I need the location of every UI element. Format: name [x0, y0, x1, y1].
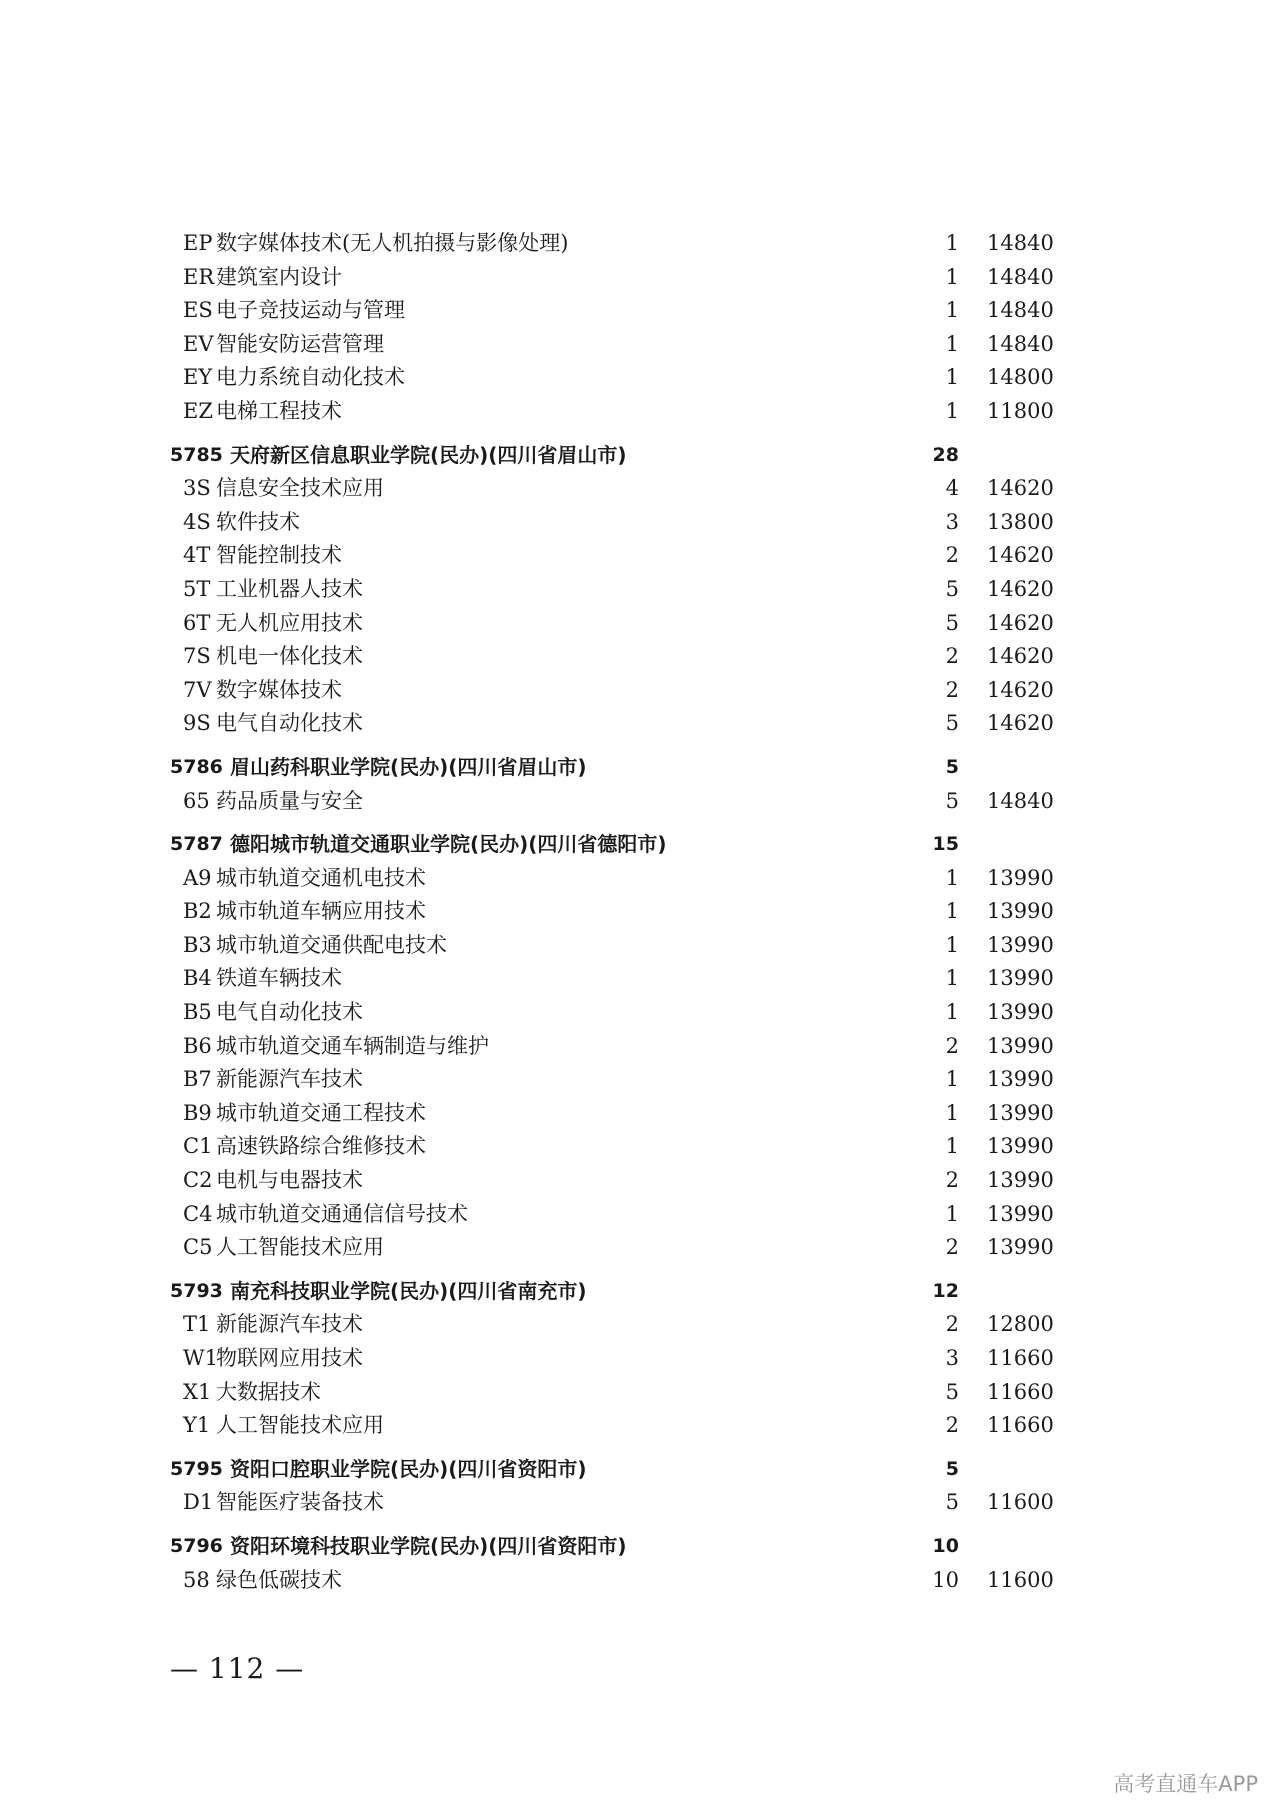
major-code: W1 — [183, 1346, 218, 1370]
school-code: 5787 — [170, 833, 223, 856]
major-code: 58 — [183, 1567, 210, 1592]
major-name: 电机与电器技术 — [216, 1168, 363, 1193]
major-code: 9S — [183, 711, 211, 736]
plan-count: 5 — [945, 1490, 959, 1515]
plan-count: 1 — [945, 1000, 959, 1025]
major-code: A9 — [183, 865, 212, 890]
school-code: 5793 — [170, 1279, 223, 1302]
major-code: 5T — [183, 576, 211, 601]
major-code: B4 — [183, 966, 212, 991]
plan-count: 10 — [932, 1534, 959, 1557]
major-name: 无人机应用技术 — [216, 610, 363, 635]
school-name: 资阳口腔职业学院(民办)(四川省资阳市) — [230, 1456, 587, 1481]
enrollment-table — [0, 227, 1280, 1597]
plan-count: 5 — [945, 1379, 959, 1404]
major-name: 城市轨道交通机电技术 — [216, 865, 426, 890]
tuition-fee: 13990 — [987, 899, 1054, 924]
tuition-fee: 14620 — [987, 677, 1054, 702]
major-name: 智能医疗装备技术 — [216, 1490, 384, 1515]
major-row — [0, 607, 1280, 641]
tuition-fee: 13990 — [987, 1168, 1054, 1193]
major-row — [0, 1231, 1280, 1265]
major-name: 建筑室内设计 — [216, 264, 342, 289]
school-name: 资阳环境科技职业学院(民办)(四川省资阳市) — [230, 1533, 627, 1558]
major-name: 城市轨道交通供配电技术 — [216, 932, 447, 957]
plan-count: 1 — [945, 1201, 959, 1226]
major-name: 电气自动化技术 — [216, 711, 363, 736]
watermark-text: 高考直通车APP — [1113, 1772, 1258, 1796]
plan-count: 1 — [945, 298, 959, 323]
major-row — [0, 1342, 1280, 1376]
tuition-fee: 13990 — [987, 966, 1054, 991]
tuition-fee: 13990 — [987, 932, 1054, 957]
tuition-fee: 11660 — [987, 1379, 1054, 1404]
tuition-fee: 13990 — [987, 1067, 1054, 1092]
school-name: 南充科技职业学院(民办)(四川省南充市) — [230, 1278, 587, 1303]
tuition-fee: 14800 — [987, 365, 1054, 390]
major-row — [0, 1097, 1280, 1131]
plan-count: 1 — [945, 932, 959, 957]
tuition-fee: 11660 — [987, 1346, 1054, 1370]
major-row — [0, 1564, 1280, 1598]
major-row — [0, 1409, 1280, 1443]
major-row — [0, 996, 1280, 1030]
major-code: C5 — [183, 1235, 213, 1260]
major-code: EP — [183, 231, 213, 255]
major-name: 智能安防运营管理 — [216, 331, 384, 356]
tuition-fee: 14620 — [987, 711, 1054, 736]
tuition-fee: 14840 — [987, 331, 1054, 356]
plan-count: 1 — [945, 1134, 959, 1159]
major-name: 数字媒体技术 — [216, 677, 342, 702]
tuition-fee: 13990 — [987, 1100, 1054, 1125]
school-code: 5795 — [170, 1457, 223, 1480]
plan-count: 2 — [945, 543, 959, 568]
major-row — [0, 1030, 1280, 1064]
plan-count: 10 — [932, 1567, 959, 1592]
major-name: 城市轨道交通车辆制造与维护 — [216, 1033, 489, 1058]
major-name: 城市轨道交通工程技术 — [216, 1100, 426, 1125]
school-name: 眉山药科职业学院(民办)(四川省眉山市) — [230, 754, 587, 779]
plan-count: 5 — [945, 755, 959, 778]
major-code: 65 — [183, 788, 210, 813]
major-row — [0, 1130, 1280, 1164]
tuition-fee: 13990 — [987, 865, 1054, 890]
plan-count: 5 — [945, 711, 959, 736]
major-name: 电子竞技运动与管理 — [216, 298, 405, 323]
major-code: T1 — [183, 1312, 211, 1337]
plan-count: 15 — [932, 833, 959, 856]
major-row — [0, 294, 1280, 328]
plan-count: 1 — [945, 899, 959, 924]
major-row — [0, 1198, 1280, 1232]
major-code: X1 — [183, 1379, 212, 1404]
plan-count: 5 — [945, 610, 959, 635]
major-row — [0, 962, 1280, 996]
school-row — [0, 1530, 1280, 1564]
major-code: 7V — [183, 677, 212, 702]
page-number: — 112 — — [170, 1652, 305, 1685]
school-row — [0, 1275, 1280, 1309]
school-code: 5796 — [170, 1534, 223, 1557]
school-code: 5786 — [170, 755, 223, 778]
tuition-fee: 11660 — [987, 1413, 1054, 1438]
major-name: 城市轨道车辆应用技术 — [216, 899, 426, 924]
tuition-fee: 11800 — [987, 398, 1054, 423]
tuition-fee: 14840 — [987, 298, 1054, 323]
major-row — [0, 862, 1280, 896]
major-code: B7 — [183, 1067, 212, 1092]
major-code: EY — [183, 365, 213, 390]
major-row — [0, 1486, 1280, 1520]
plan-count: 2 — [945, 1168, 959, 1193]
tuition-fee: 12800 — [987, 1312, 1054, 1337]
major-name: 城市轨道交通通信信号技术 — [216, 1201, 468, 1226]
major-name: 药品质量与安全 — [216, 788, 363, 813]
major-row — [0, 361, 1280, 395]
plan-count: 1 — [945, 231, 959, 255]
major-name: 新能源汽车技术 — [216, 1312, 363, 1337]
major-row — [0, 328, 1280, 362]
school-code: 5785 — [170, 443, 223, 466]
plan-count: 1 — [945, 264, 959, 289]
tuition-fee: 11600 — [987, 1567, 1054, 1592]
major-name: 大数据技术 — [216, 1379, 321, 1404]
tuition-fee: 11600 — [987, 1490, 1054, 1515]
major-code: B6 — [183, 1033, 212, 1058]
major-row — [0, 506, 1280, 540]
school-row — [0, 439, 1280, 473]
major-code: EZ — [183, 398, 213, 423]
major-row — [0, 573, 1280, 607]
major-code: D1 — [183, 1490, 214, 1515]
plan-count: 1 — [945, 331, 959, 356]
major-row — [0, 395, 1280, 429]
tuition-fee: 14840 — [987, 788, 1054, 813]
school-name: 天府新区信息职业学院(民办)(四川省眉山市) — [230, 442, 627, 467]
school-row — [0, 828, 1280, 862]
major-code: 6T — [183, 610, 211, 635]
major-name: 电梯工程技术 — [216, 398, 342, 423]
major-name: 电力系统自动化技术 — [216, 365, 405, 390]
plan-count: 3 — [945, 509, 959, 534]
major-code: 4T — [183, 543, 211, 568]
major-name: 人工智能技术应用 — [216, 1413, 384, 1438]
school-row — [0, 1453, 1280, 1487]
plan-count: 2 — [945, 1413, 959, 1438]
major-name: 智能控制技术 — [216, 543, 342, 568]
major-code: C1 — [183, 1134, 213, 1159]
major-row — [0, 1376, 1280, 1410]
tuition-fee: 13990 — [987, 1235, 1054, 1260]
major-name: 人工智能技术应用 — [216, 1235, 384, 1260]
major-name: 绿色低碳技术 — [216, 1567, 342, 1592]
major-row — [0, 1164, 1280, 1198]
major-name: 物联网应用技术 — [216, 1346, 363, 1370]
plan-count: 2 — [945, 1312, 959, 1337]
major-row — [0, 895, 1280, 929]
tuition-fee: 14620 — [987, 476, 1054, 501]
school-row — [0, 751, 1280, 785]
plan-count: 3 — [945, 1346, 959, 1370]
plan-count: 28 — [932, 443, 959, 466]
major-code: 3S — [183, 476, 211, 501]
tuition-fee: 13990 — [987, 1033, 1054, 1058]
major-row — [0, 1063, 1280, 1097]
major-name: 高速铁路综合维修技术 — [216, 1134, 426, 1159]
major-name: 软件技术 — [216, 509, 300, 534]
major-row — [0, 472, 1280, 506]
plan-count: 4 — [945, 476, 959, 501]
major-code: 7S — [183, 644, 211, 669]
major-code: B9 — [183, 1100, 212, 1125]
major-code: B2 — [183, 899, 212, 924]
tuition-fee: 14840 — [987, 231, 1054, 255]
major-name: 工业机器人技术 — [216, 576, 363, 601]
plan-count: 5 — [945, 788, 959, 813]
plan-count: 1 — [945, 398, 959, 423]
major-row — [0, 929, 1280, 963]
major-name: 数字媒体技术(无人机拍摄与影像处理) — [216, 231, 569, 255]
plan-count: 5 — [945, 1457, 959, 1480]
major-code: C2 — [183, 1168, 213, 1193]
tuition-fee: 13800 — [987, 509, 1054, 534]
plan-count: 1 — [945, 1067, 959, 1092]
major-row — [0, 640, 1280, 674]
plan-count: 2 — [945, 677, 959, 702]
tuition-fee: 13990 — [987, 1134, 1054, 1159]
major-name: 机电一体化技术 — [216, 644, 363, 669]
major-code: ES — [183, 298, 213, 323]
major-row — [0, 227, 1280, 261]
plan-count: 2 — [945, 644, 959, 669]
major-row — [0, 785, 1280, 819]
school-name: 德阳城市轨道交通职业学院(民办)(四川省德阳市) — [230, 832, 667, 857]
major-row — [0, 674, 1280, 708]
plan-count: 1 — [945, 1100, 959, 1125]
tuition-fee: 14840 — [987, 264, 1054, 289]
plan-count: 1 — [945, 865, 959, 890]
plan-count: 2 — [945, 1033, 959, 1058]
plan-count: 2 — [945, 1235, 959, 1260]
major-code: EV — [183, 331, 214, 356]
major-code: ER — [183, 264, 215, 289]
major-code: 4S — [183, 509, 211, 534]
tuition-fee: 14620 — [987, 644, 1054, 669]
tuition-fee: 13990 — [987, 1201, 1054, 1226]
major-name: 信息安全技术应用 — [216, 476, 384, 501]
plan-count: 12 — [932, 1279, 959, 1302]
plan-count: 1 — [945, 365, 959, 390]
major-code: B3 — [183, 932, 212, 957]
plan-count: 1 — [945, 966, 959, 991]
major-row — [0, 1308, 1280, 1342]
tuition-fee: 14620 — [987, 610, 1054, 635]
major-row — [0, 261, 1280, 295]
major-code: Y1 — [183, 1413, 211, 1438]
major-name: 铁道车辆技术 — [216, 966, 342, 991]
tuition-fee: 13990 — [987, 1000, 1054, 1025]
major-name: 电气自动化技术 — [216, 1000, 363, 1025]
major-row — [0, 539, 1280, 573]
major-row — [0, 707, 1280, 741]
major-code: B5 — [183, 1000, 212, 1025]
major-code: C4 — [183, 1201, 213, 1226]
tuition-fee: 14620 — [987, 543, 1054, 568]
major-name: 新能源汽车技术 — [216, 1067, 363, 1092]
plan-count: 5 — [945, 576, 959, 601]
tuition-fee: 14620 — [987, 576, 1054, 601]
